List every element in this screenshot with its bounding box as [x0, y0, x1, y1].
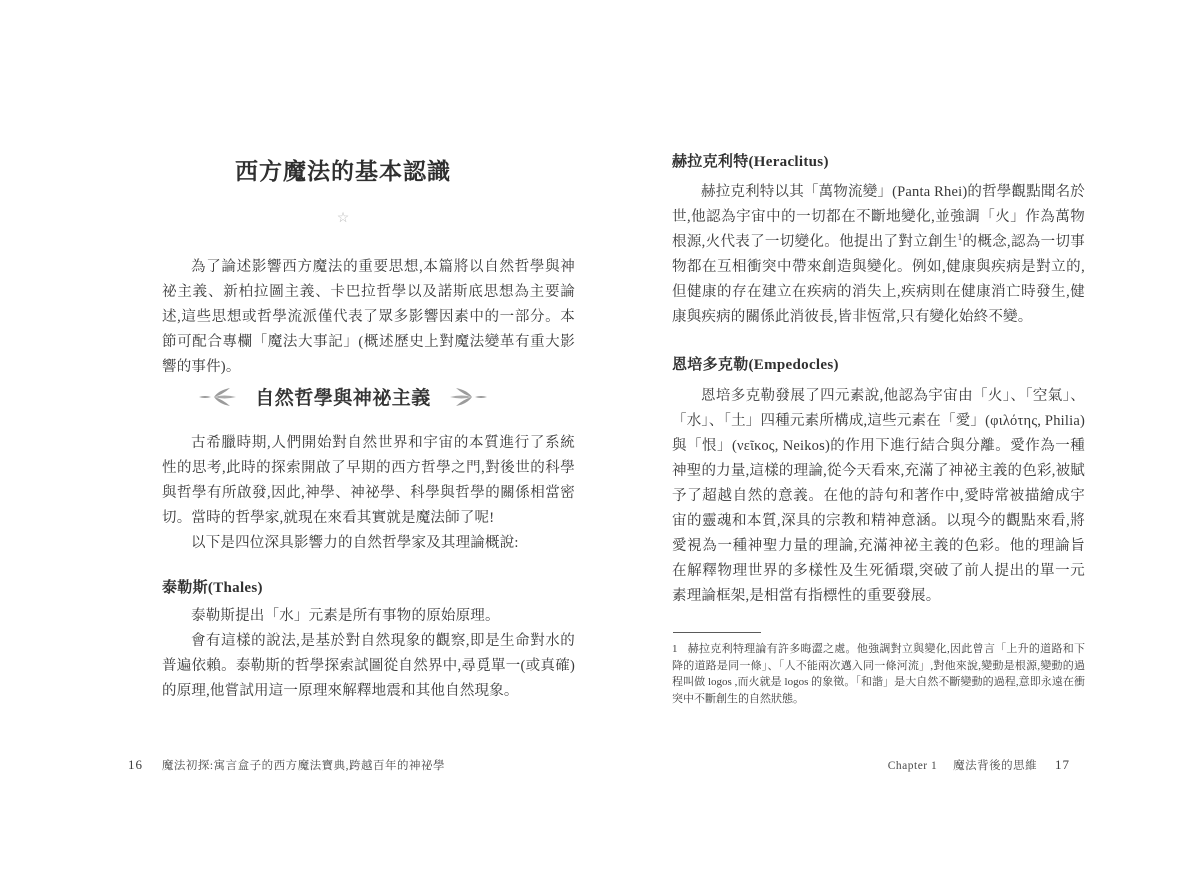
star-ornament-icon: ☆ — [336, 211, 350, 226]
footnote-divider — [673, 632, 761, 633]
empedocles-paragraph: 恩培多克勒發展了四元素說,他認為宇宙由「火」、「空氣」、「水」、「土」四種元素所構成,這些元素在「愛」(φιλότης, Philia)與「恨」(νεῖκος, Neikos)的作用下進行結合與分離。愛作為一種神聖的力量,這樣的理論,從今天看來,充滿了神祕主義的色彩,被賦予了超越自然的意義。在他的詩句和著作中,愛時常被描繪成宇宙的靈魂和本質,深具的宗教和精神意涵。以現今的觀點來看,將愛視為一種神聖力量的理論,充滿神祕主義的色彩。他的理論旨在解釋物理世界的多樣性及生死循環,突破了前人提出的單一元素理論框架,是相當有指標性的重要發展。 — [672, 388, 1085, 604]
heraclitus-paragraph — [672, 180, 1085, 330]
footnote-reference-mark: 1 — [957, 232, 963, 243]
leaf-flourish-left-icon — [198, 386, 238, 408]
thales-paragraph-2: 會有這樣的說法,是基於對自然現象的觀察,即是生命對水的普遍依賴。泰勒斯的哲學探索試圖從自然界中,尋覓單一(或真確)的原理,他嘗試用這一原理來解釋地震和其他自然現象。 — [162, 633, 575, 699]
thales-heading: 泰勒斯(Thales) — [162, 580, 263, 596]
heraclitus-text-after-ref: 的概念,認為一切事物都在互相衝突中帶來創造與變化。例如,健康與疾病是對立的,但健康的存在建立在疾病的消失上,疾病則在健康消亡時發生,健康與疾病的關係此消彼長,皆非恆常,只有變化始終不變。 — [672, 234, 1085, 325]
section-heading-row — [162, 383, 524, 410]
thales-body — [162, 604, 575, 704]
section-body — [162, 431, 575, 556]
chapter-label: Chapter 1 — [887, 760, 938, 772]
empedocles-heading: 恩培多克勒(Empedocles) — [672, 357, 839, 373]
intro-block — [162, 255, 575, 380]
section-paragraph: 古希臘時期,人們開始對自然世界和宇宙的本質進行了系統性的思考,此時的探索開啟了早期的西方哲學之門,對後世的科學與哲學有所啟發,因此,神學、神祕學、科學與哲學的關係相當密切。當時的哲學家,就現在來看其實就是魔法師了呢! — [162, 435, 575, 526]
thales-paragraph-1: 泰勒斯提出「水」元素是所有事物的原始原理。 — [191, 608, 500, 624]
right-page-number: 17 — [1055, 757, 1070, 772]
heraclitus-body — [672, 180, 1085, 330]
right-running-footer — [888, 757, 1070, 773]
left-running-footer — [128, 757, 445, 773]
leaf-flourish-right-icon — [448, 386, 488, 408]
book-title: 魔法初探:寓言盒子的西方魔法寶典,跨越百年的神祕學 — [161, 760, 445, 772]
chapter-title: 魔法背後的思維 — [953, 760, 1038, 772]
section-heading: 自然哲學與神祕主義 — [255, 388, 431, 409]
heraclitus-text-before-ref: 赫拉克利特以其「萬物流變」(Panta Rhei)的哲學觀點聞名於世,他認為宇宙中的一切都在不斷地變化,並強調「火」作為萬物根源,火代表了一切變化。他提出了對立創生 — [672, 184, 1085, 250]
left-page-number: 16 — [128, 757, 143, 772]
section-lead-line: 以下是四位深具影響力的自然哲學家及其理論概說: — [191, 535, 519, 551]
footnote-text: 赫拉克利特理論有許多晦澀之處。他強調對立與變化,因此曾言「上升的道路和下降的道路是同一條」、「人不能兩次邁入同一條河流」,對他來說,變動是根源,變動的過程叫做 logos ,而火就是 logos 的象徵。「和諧」是大自然不斷變動的過程,意即永遠在衝突中不斷創生的自然狀態。 — [672, 643, 1085, 705]
empedocles-body — [672, 384, 1085, 609]
heraclitus-heading: 赫拉克利特(Heraclitus) — [672, 154, 829, 170]
page-title: 西方魔法的基本認識 — [235, 159, 451, 184]
footnote — [672, 641, 1085, 707]
intro-paragraph: 為了論述影響西方魔法的重要思想,本篇將以自然哲學與神祕主義、新柏拉圖主義、卡巴拉哲學以及諾斯底思想為主要論述,這些思想或哲學流派僅代表了眾多影響因素中的一部分。本節可配合專欄「魔法大事記」(概述歷史上對魔法變革有重大影響的事件)。 — [162, 259, 575, 375]
footnote-number: 1 — [672, 643, 678, 655]
